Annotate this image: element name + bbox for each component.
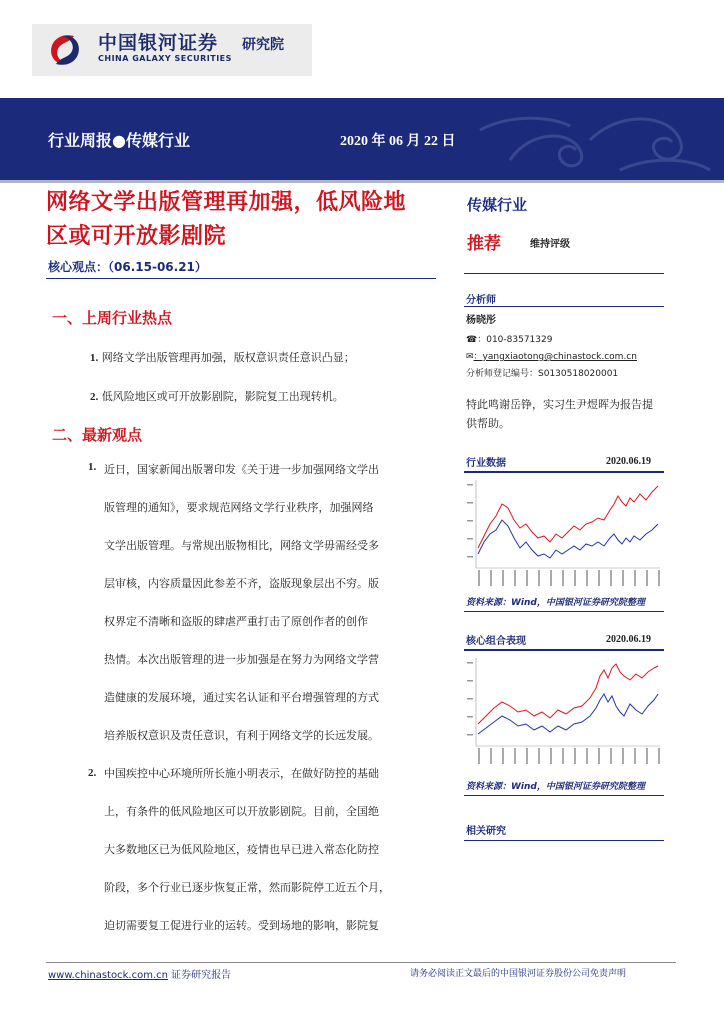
chart1-source: 资料来源：Wind，中国银河证券研究院整理 <box>466 598 645 608</box>
analyst-email[interactable] <box>466 349 637 362</box>
paragraph-line: 文学出版管理。与常规出版物相比，网络文学毋需经受多 <box>104 539 379 552</box>
footer-left <box>48 966 231 981</box>
analyst-label: 分析师 <box>466 295 496 306</box>
footer-divider <box>46 962 676 963</box>
analyst-registration: 分析师登记编号：S0130518020001 <box>466 369 619 379</box>
sidebar-divider <box>464 306 664 307</box>
sidebar-divider <box>464 840 664 841</box>
paragraph-1 <box>104 451 410 755</box>
industry-data-chart <box>464 476 664 588</box>
website-link[interactable]: www.chinastock.com.cn <box>48 970 168 981</box>
chart2-source: 资料来源：Wind，中国银河证券研究院整理 <box>466 782 645 792</box>
title-line-1: 网络文学出版管理再加强，低风险地 <box>46 190 407 215</box>
chart1-date: 2020.06.19 <box>606 456 651 467</box>
paragraph-number: 2. <box>88 767 97 779</box>
section-heading-latest-views: 二、最新观点 <box>52 426 143 444</box>
email-icon: ✉ <box>466 352 474 362</box>
chart2-divider <box>464 649 664 651</box>
sidebar-industry: 传媒行业 <box>467 196 528 214</box>
title-divider <box>46 278 436 279</box>
galaxy-logo-icon <box>44 30 86 70</box>
cloud-swirl-decoration-icon <box>470 100 724 178</box>
paragraph-line: 大多数地区已为低风险地区，疫情也早已进入常态化防控 <box>104 843 379 856</box>
footer-suffix: 证券研究报告 <box>167 970 232 981</box>
paragraph-line: 上，有条件的低风险地区可以开放影剧院。目前，全国绝 <box>104 805 379 818</box>
email-text[interactable]: ：yangxiaotong@chinastock.com.cn <box>473 352 637 362</box>
paragraph-line: 层审核，内容质量因此参差不齐，盗版现象层出不穷。版 <box>104 577 379 590</box>
paragraph-line: 造健康的发展环境，通过实名认证和平台增强管理的方式 <box>104 691 379 704</box>
related-research-label: 相关研究 <box>466 826 506 837</box>
paragraph-line: 版管理的通知》，要求规范网络文学行业秩序，加强网络 <box>104 501 374 514</box>
chart1-blue-series <box>478 520 658 558</box>
list-item-text: 低风险地区或可开放影剧院，影院复工出现转机。 <box>101 390 344 403</box>
brand-name-en: CHINA GALAXY SECURITIES <box>98 54 232 63</box>
paragraph-line: 中国疾控中心环境所所长施小明表示，在做好防控的基础 <box>104 767 379 780</box>
acknowledgement: 特此鸣谢岳铮，实习生尹煜晖为报告提供帮助。 <box>466 398 653 430</box>
paragraph-number: 1. <box>88 461 97 473</box>
paragraph-line: 权界定不清晰和盗版的肆虐严重打击了原创作者的创作 <box>104 615 368 628</box>
chart1-title: 行业数据 <box>466 458 506 469</box>
report-category: 行业周报●传媒行业 <box>48 131 190 150</box>
title-line-2: 区或可开放影剧院 <box>46 224 227 249</box>
paragraph-line: 近日，国家新闻出版署印发《关于进一步加强网络文学出 <box>104 463 379 476</box>
sidebar-divider <box>464 795 664 796</box>
chart2-date: 2020.06.19 <box>606 634 651 645</box>
core-portfolio-chart <box>464 654 664 766</box>
brand-subtitle: 研究院 <box>242 37 284 53</box>
paragraph-line: 热情。本次出版管理的进一步加强是在努力为网络文学营 <box>104 653 379 666</box>
rating-note: 维持评级 <box>530 239 570 250</box>
report-title <box>46 186 446 254</box>
phone-text: ：010-83571329 <box>477 335 553 345</box>
chart1-divider <box>464 471 664 473</box>
analyst-phone <box>466 332 552 345</box>
phone-icon: ☎ <box>466 335 478 345</box>
banner-divider <box>0 180 724 183</box>
chart2-red-series <box>478 664 658 724</box>
brand-name-cn: 中国银河证券 <box>98 32 219 54</box>
list-item-number: 1. <box>90 352 99 364</box>
report-date: 2020 年 06 月 22 日 <box>340 134 456 149</box>
paragraph-line: 阶段，多个行业已逐步恢复正常，然而影院停工近五个月， <box>104 881 390 894</box>
chart1-red-series <box>478 486 658 548</box>
rating-badge: 推荐 <box>467 234 501 254</box>
list-item-text: 网络文学出版管理再加强，版权意识责任意识凸显； <box>101 351 355 364</box>
section-heading-hotspots: 一、上周行业热点 <box>52 309 173 327</box>
paragraph-line: 培养版权意识及责任意识，有利于网络文学的长远发展。 <box>104 729 379 742</box>
list-item <box>90 349 355 365</box>
chart2-blue-series <box>478 694 658 734</box>
sidebar-divider <box>464 273 664 274</box>
analyst-name: 杨晓彤 <box>466 315 496 326</box>
list-item <box>90 388 344 404</box>
sidebar-divider <box>464 611 664 612</box>
paragraph-2 <box>104 755 410 945</box>
paragraph-line: 迫切需要复工促进行业的运转。受到场地的影响，影院复 <box>104 919 379 932</box>
core-view-label: 核心观点：（06.15-06.21） <box>48 260 207 274</box>
list-item-number: 2. <box>90 391 99 403</box>
chart2-title: 核心组合表现 <box>466 636 526 647</box>
footer-disclaimer: 请务必阅读正文最后的中国银河证券股份公司免责声明 <box>410 969 627 979</box>
